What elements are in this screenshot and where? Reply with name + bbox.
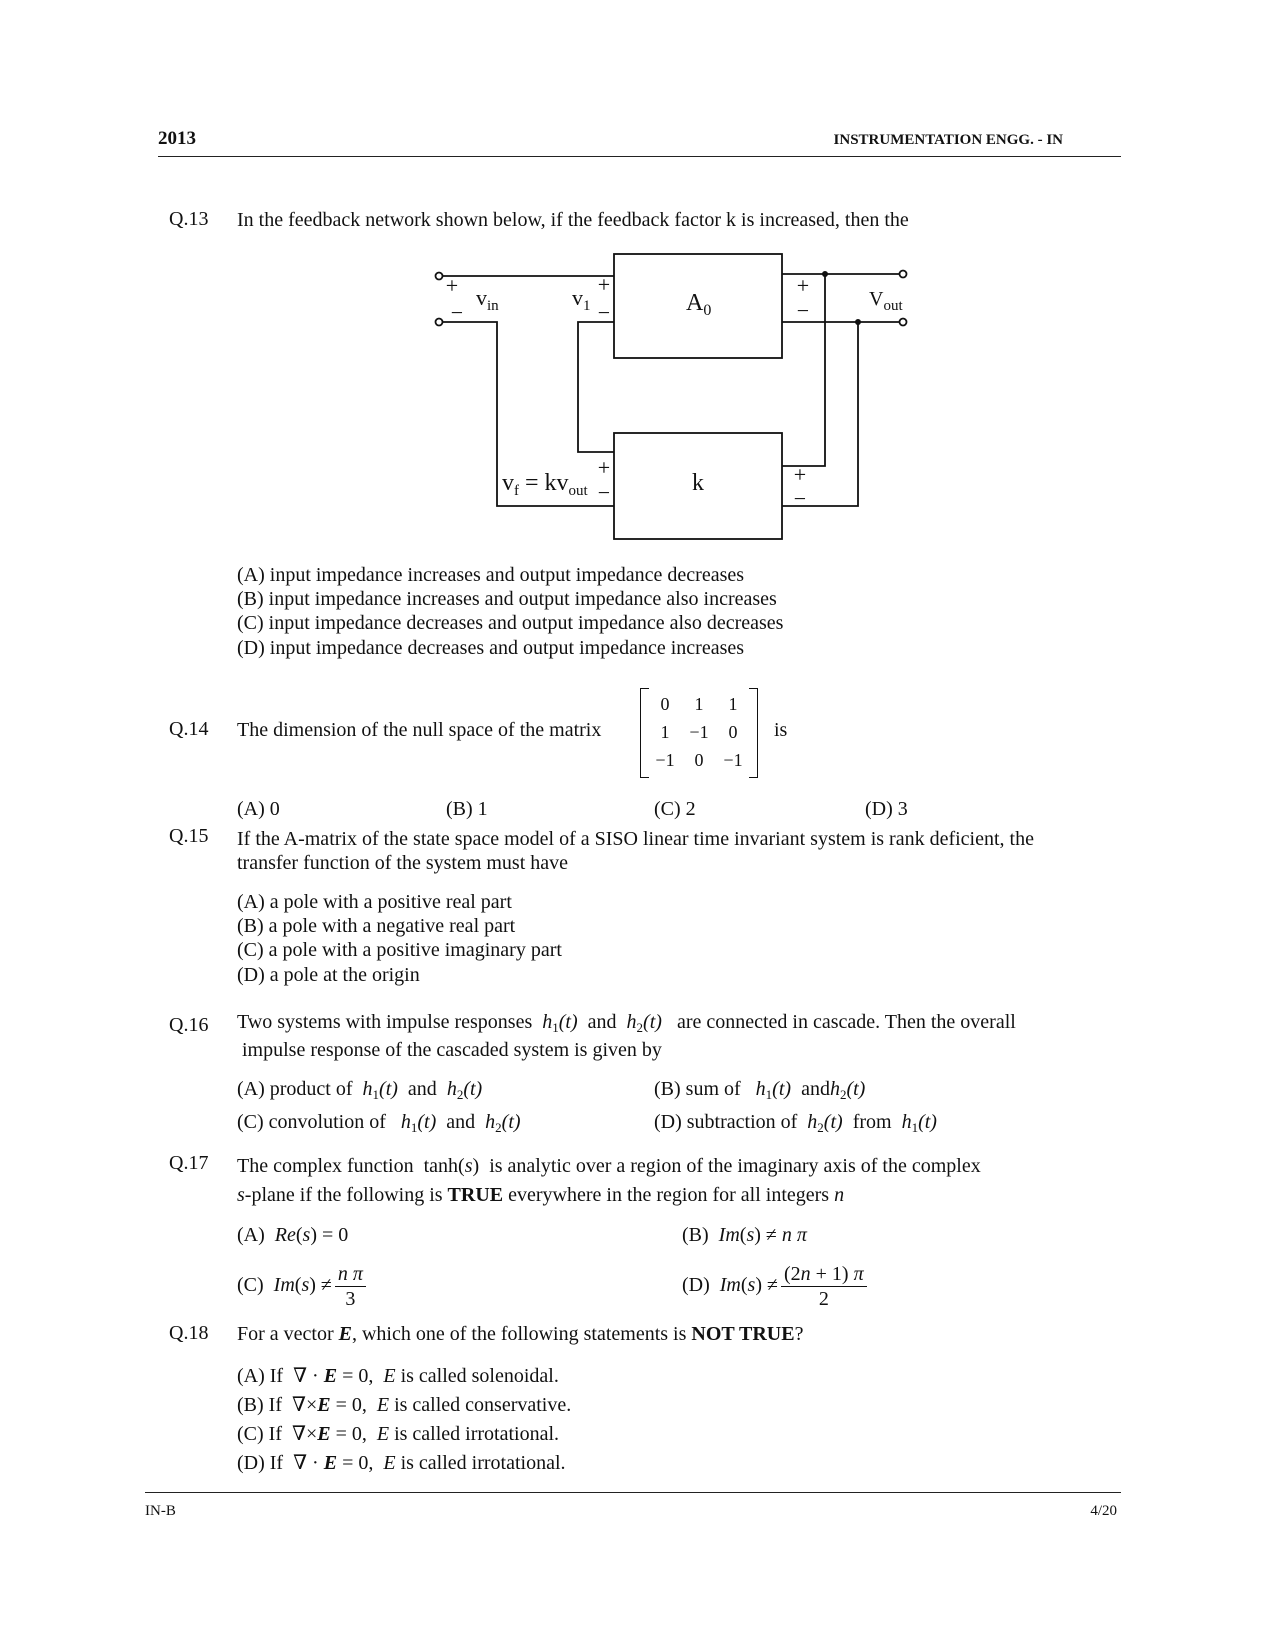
matrix-cell: 1	[660, 721, 670, 742]
q18-option-d[interactable]: (D) If ∇ · E = 0, E is called irrotational.	[237, 1452, 566, 1474]
q18-option-b[interactable]: (B) If ∇×E = 0, E is called conservative.	[237, 1394, 572, 1416]
q13-option-a[interactable]: (A) input impedance increases and output impedance decreases	[237, 564, 745, 586]
matrix-cell: 0	[660, 693, 670, 714]
q15-option-a[interactable]: (A) a pole with a positive real part	[237, 891, 512, 913]
k-label: k	[692, 470, 704, 496]
v1-minus-sign: −	[597, 300, 611, 325]
q15-number: Q.15	[169, 825, 209, 847]
page-number: 4/20	[1090, 1503, 1117, 1519]
q17-option-c[interactable]: (C) Im(s) ≠ $\frac{\text{n π}}{3}$	[237, 1262, 369, 1311]
q18-text: For a vector E, which one of the following statements is NOT TRUE?	[237, 1323, 804, 1345]
h2-of-t: $h_2(t)$	[626, 1011, 662, 1035]
q14-suffix: is	[774, 719, 788, 741]
h1-of-t: $h_1(t)$	[542, 1011, 578, 1035]
q16-option-c[interactable]: (C) convolution of $h_1(t)$ and $h_2(t)$	[237, 1111, 521, 1135]
q16-line2: impulse response of the cascaded system is given by	[242, 1039, 662, 1061]
q17-option-b[interactable]: (B) Im(s) ≠ n π	[682, 1224, 807, 1246]
q16-option-b[interactable]: (B) sum of $h_1(t)$ andh$_2$(t)	[654, 1078, 866, 1102]
header-title: INSTRUMENTATION ENGG. - IN	[833, 132, 1063, 148]
q15-line2: transfer function of the system must have	[237, 852, 569, 874]
q16-option-a[interactable]: (A) product of $h_1(t)$ and $h_2(t)$	[237, 1078, 483, 1102]
matrix-cell: 1	[694, 693, 704, 714]
matrix-right-bracket	[749, 688, 758, 778]
v1-plus-sign: +	[597, 272, 611, 297]
q17-option-a[interactable]: (A) Re(s) = 0	[237, 1224, 349, 1246]
matrix-cell: −1	[655, 749, 675, 770]
q17-line2: s-plane if the following is TRUE everywhere in the region for all integers n	[237, 1184, 845, 1206]
vout-label: $V_{out}$	[869, 288, 903, 314]
k-in-plus-sign: +	[597, 455, 611, 480]
q13-text: In the feedback network shown below, if the feedback factor k is increased, then the	[237, 209, 909, 231]
q14-text: The dimension of the null space of the matrix	[237, 719, 602, 741]
k-out-plus-sign: +	[793, 462, 807, 487]
q13-option-d[interactable]: (D) input impedance decreases and output impedance increases	[237, 637, 745, 659]
k-out-minus-sign: −	[793, 486, 807, 511]
q16-number: Q.16	[169, 1014, 209, 1036]
q15-option-d[interactable]: (D) a pole at the origin	[237, 964, 420, 986]
q14-option-d[interactable]: (D) 3	[865, 798, 908, 820]
a0-label: $A_0$	[686, 290, 712, 319]
q14-option-a[interactable]: (A) 0	[237, 798, 280, 820]
q15-option-b[interactable]: (B) a pole with a negative real part	[237, 915, 516, 937]
vf-label: $v_f = kv_{out}$	[502, 470, 588, 499]
header-year: 2013	[158, 128, 196, 149]
q18-number: Q.18	[169, 1322, 209, 1344]
v1-label: $v_1$	[572, 285, 591, 314]
q13-number: Q.13	[169, 208, 209, 230]
vin-label: $v_{in}$	[476, 285, 499, 314]
feedback-network-diagram	[0, 0, 1275, 560]
matrix-cell: −1	[689, 721, 709, 742]
k-in-minus-sign: −	[597, 480, 611, 505]
matrix-cell: 0	[694, 749, 704, 770]
q17-line1: The complex function tanh(s) is analytic over a region of the imaginary axis of the complex	[237, 1155, 981, 1177]
a0-out-plus-sign: +	[796, 273, 810, 298]
q17-number: Q.17	[169, 1152, 209, 1174]
footer-rule	[145, 1492, 1121, 1493]
q16-line1: Two systems with impulse responses $h_1(t)$ and $h_2(t)$ are connected in cascade. Then the overall	[237, 1011, 1016, 1035]
q14-number: Q.14	[169, 718, 209, 740]
q15-option-c[interactable]: (C) a pole with a positive imaginary part	[237, 939, 562, 961]
q18-option-a[interactable]: (A) If ∇ · E = 0, E is called solenoidal.	[237, 1365, 559, 1387]
footer-code: IN-B	[145, 1503, 176, 1519]
q14-option-c[interactable]: (C) 2	[654, 798, 696, 820]
q13-option-c[interactable]: (C) input impedance decreases and output impedance also decreases	[237, 612, 784, 634]
vin-minus-sign: −	[450, 300, 464, 325]
q17-option-d[interactable]: (D) Im(s) ≠ $\frac{(2n + 1) \pi}{2}$	[682, 1262, 870, 1311]
matrix-cell: −1	[723, 749, 743, 770]
q16-option-d[interactable]: (D) subtraction of $h_2(t)$ from $h_1(t)$	[654, 1111, 937, 1135]
vin-plus-sign: +	[445, 273, 459, 298]
q13-option-b[interactable]: (B) input impedance increases and output impedance also increases	[237, 588, 777, 610]
q18-option-c[interactable]: (C) If ∇×E = 0, E is called irrotational.	[237, 1423, 560, 1445]
matrix-cell: 0	[728, 721, 738, 742]
q14-option-b[interactable]: (B) 1	[446, 798, 488, 820]
q14-matrix	[640, 688, 758, 778]
a0-out-minus-sign: −	[796, 298, 810, 323]
q15-line1: If the A-matrix of the state space model of a SISO linear time invariant system is rank deficient, the	[237, 828, 1034, 850]
matrix-cell: 1	[728, 693, 738, 714]
